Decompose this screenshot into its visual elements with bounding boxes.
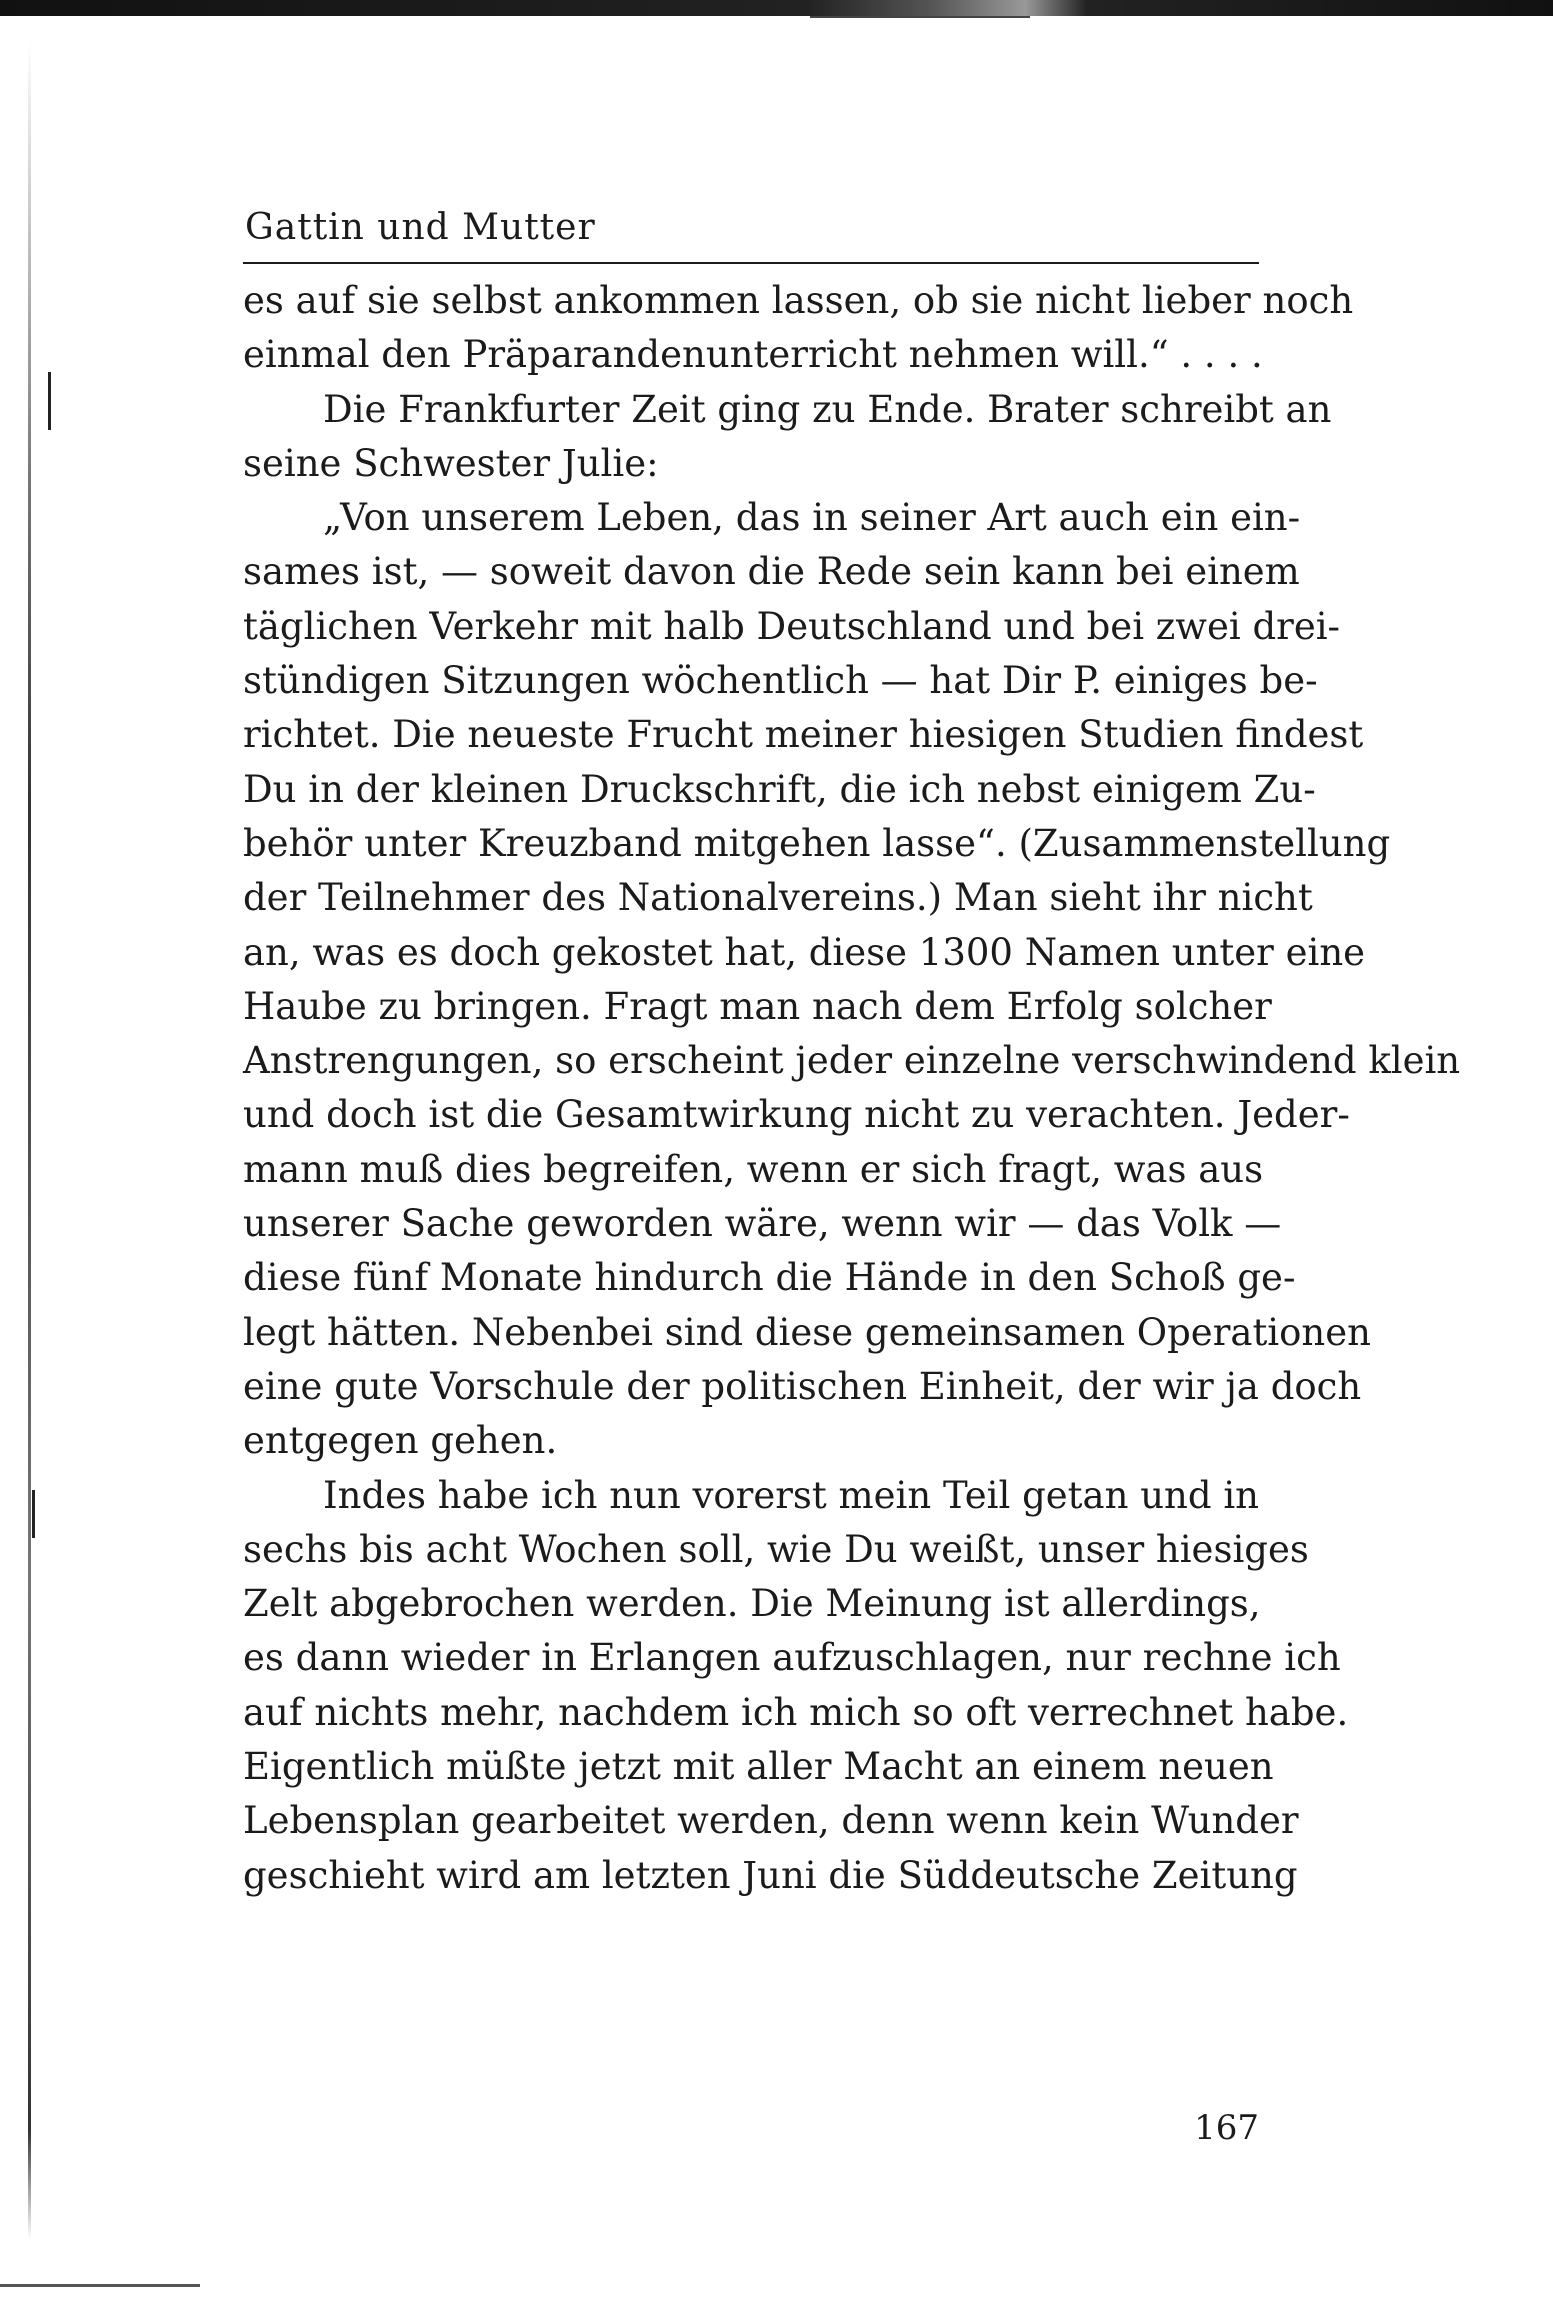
margin-mark xyxy=(48,372,51,430)
text-line: entgegen gehen. xyxy=(243,1419,558,1463)
text-line: stündigen Sitzungen wöchentlich — hat Dir P. einiges be- xyxy=(243,659,1318,703)
text-line: eine gute Vorschule der politischen Einheit, der wir ja doch xyxy=(243,1364,1362,1408)
page-number: 167 xyxy=(1194,2108,1259,2148)
header-rule xyxy=(243,262,1259,264)
text-line: unserer Sache geworden wäre, wenn wir — das Volk — xyxy=(243,1202,1282,1246)
text-line: Die Frankfurter Zeit ging zu Ende. Brater schreibt an xyxy=(323,387,1332,431)
text-line: täglichen Verkehr mit halb Deutschland und bei zwei drei- xyxy=(243,604,1341,648)
margin-mark xyxy=(32,1490,35,1538)
text-line: es dann wieder in Erlangen aufzuschlagen, nur rechne ich xyxy=(243,1636,1341,1680)
text-line: richtet. Die neueste Frucht meiner hiesigen Studien findest xyxy=(243,713,1364,757)
text-line: Eigentlich müßte jetzt mit aller Macht an einem neuen xyxy=(243,1745,1274,1789)
text-line: Haube zu bringen. Fragt man nach dem Erfolg solcher xyxy=(243,984,1272,1028)
text-line: sames ist, — soweit davon die Rede sein kann bei einem xyxy=(243,550,1300,594)
scan-edge-top-thin xyxy=(810,16,1030,18)
text-line: an, was es doch gekostet hat, diese 1300 Namen unter eine xyxy=(243,930,1366,974)
text-line: geschieht wird am letzten Juni die Süddeutsche Zeitung xyxy=(243,1853,1298,1897)
text-line: einmal den Präparandenunterricht nehmen will.“ . . . . xyxy=(243,333,1263,377)
text-line: Indes habe ich nun vorerst mein Teil getan und in xyxy=(323,1473,1259,1517)
text-line: Lebensplan gearbeitet werden, denn wenn kein Wunder xyxy=(243,1799,1299,1843)
body-text xyxy=(243,274,1461,1903)
text-line: es auf sie selbst ankommen lassen, ob sie nicht lieber noch xyxy=(243,279,1354,322)
text-line: diese fünf Monate hindurch die Hände in den Schoß ge- xyxy=(243,1256,1296,1300)
scan-edge-bottom-left xyxy=(0,2284,200,2287)
text-line: und doch ist die Gesamtwirkung nicht zu verachten. Jeder- xyxy=(243,1093,1350,1137)
text-line: sechs bis acht Wochen soll, wie Du weißt, unser hiesiges xyxy=(243,1527,1309,1571)
running-head: Gattin und Mutter xyxy=(245,207,596,248)
text-line: Du in der kleinen Druckschrift, die ich nebst einigem Zu- xyxy=(243,767,1316,811)
text-line: behör unter Kreuzband mitgehen lasse“. (Zusammenstellung xyxy=(243,821,1391,865)
text-line: Zelt abgebrochen werden. Die Meinung ist allerdings, xyxy=(243,1582,1261,1626)
scan-edge-left xyxy=(28,40,31,2240)
text-line: legt hätten. Nebenbei sind diese gemeinsamen Operationen xyxy=(243,1310,1371,1354)
text-line: auf nichts mehr, nachdem ich mich so oft verrechnet habe. xyxy=(243,1690,1349,1734)
text-line: Anstrengungen, so erscheint jeder einzelne verschwindend klein xyxy=(243,1039,1461,1083)
text-line: mann muß dies begreifen, wenn er sich fragt, was aus xyxy=(243,1147,1264,1191)
text-line: der Teilnehmer des Nationalvereins.) Man sieht ihr nicht xyxy=(243,876,1313,920)
book-page xyxy=(243,200,1461,2148)
scan-edge-top xyxy=(0,0,1553,16)
text-line: „Von unserem Leben, das in seiner Art auch ein ein- xyxy=(323,496,1301,540)
text-line: seine Schwester Julie: xyxy=(243,441,659,485)
